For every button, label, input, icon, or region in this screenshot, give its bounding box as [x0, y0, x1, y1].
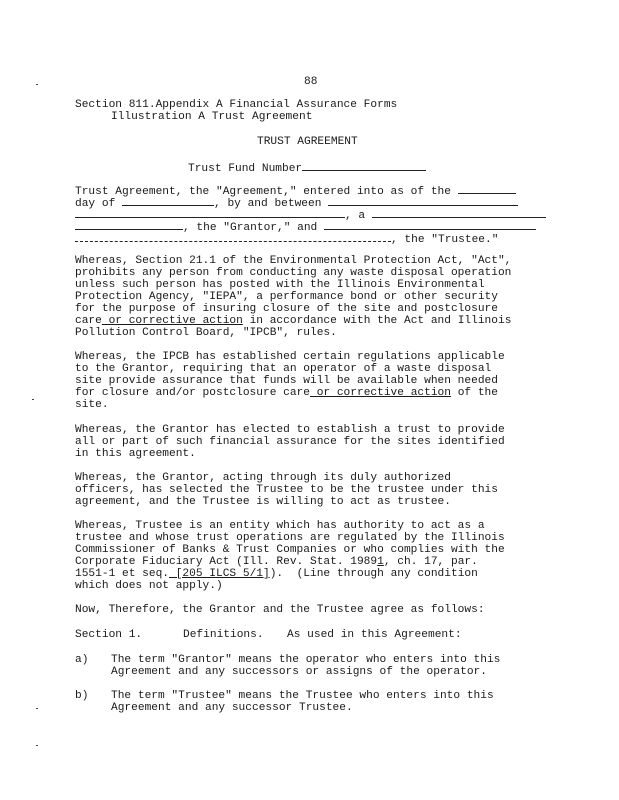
item-b-marker: b) — [75, 690, 89, 702]
paragraph-3-line: all or part of such financial assurance for the sites identified — [75, 436, 505, 448]
scan-speck — [36, 708, 38, 709]
intro-text-2b: , by and between — [214, 198, 322, 210]
paragraph-1-line: Pollution Control Board, "IPCB", rules. — [75, 327, 337, 339]
paragraph-1-line: unless such person has posted with the Illinois Environmental — [75, 279, 485, 291]
trust-fund-number-blank — [302, 160, 426, 171]
paragraph-1-line: for the purpose of insuring closure of the site and postclosure — [75, 303, 498, 315]
item-b-line: Agreement and any successor Trustee. — [111, 702, 353, 714]
paragraph-1-line: Whereas, Section 21.1 of the Environmental Protection Act, "Act", — [75, 255, 512, 267]
text-run: care — [75, 315, 102, 327]
paragraph-4-line: agreement, and the Trustee is willing to act as trustee. — [75, 496, 451, 508]
inserted-text: [205 ILCS 5/1] — [169, 568, 270, 580]
now-therefore-line: Now, Therefore, the Grantor and the Trustee agree as follows: — [75, 604, 485, 616]
paragraph-2-line: to the Grantor, requiring that an operator of a waste disposal — [75, 363, 492, 375]
paragraph-4-line: Whereas, the Grantor, acting through its duly authorized — [75, 472, 451, 484]
scan-speck — [36, 745, 38, 746]
scan-speck — [36, 84, 38, 85]
text-run: ). (Line through any condition — [269, 568, 478, 580]
page-number: 88 — [304, 76, 318, 88]
day-blank — [122, 195, 214, 206]
grantor-blank — [75, 219, 183, 230]
paragraph-5-line: Commissioner of Banks & Trust Companies or who complies with the — [75, 544, 505, 556]
item-a-marker: a) — [75, 654, 89, 666]
paragraph-3-line: Whereas, the Grantor has elected to establish a trust to provide — [75, 424, 505, 436]
item-a-line: Agreement and any successors or assigns of the operator. — [111, 666, 487, 678]
scan-speck — [32, 399, 34, 400]
section-1-text: As used in this Agreement: — [287, 629, 462, 641]
party-blank-2 — [75, 207, 345, 218]
party-blank-3 — [372, 207, 546, 218]
party-blank-1 — [328, 195, 518, 206]
item-b-line: The term "Trustee" means the Trustee who enters into this — [111, 690, 494, 702]
trustee-blank-1 — [324, 219, 536, 230]
section-1-label: Section 1. — [75, 629, 143, 641]
intro-text-1: Trust Agreement, the "Agreement," entered into as of the — [75, 186, 451, 198]
text-run: for closure and/or postclosure care — [75, 387, 310, 399]
paragraph-1-line: prohibits any person from conducting any waste disposal operation — [75, 267, 512, 279]
paragraph-1-line: Protection Agency, "IEPA", a performance bond or other security — [75, 291, 498, 303]
paragraph-4-line: officers, has selected the Trustee to be the trustee under this — [75, 484, 498, 496]
text-run: in accordance with the Act and Illinois — [242, 315, 512, 327]
paragraph-2-line — [75, 387, 498, 400]
trustee-blank-2 — [75, 231, 391, 242]
paragraph-2-line: Whereas, the IPCB has established certain regulations applicable — [75, 351, 505, 363]
item-a-line: The term "Grantor" means the operator who enters into this — [111, 654, 501, 666]
paragraph-2-line: site provide assurance that funds will be available when needed — [75, 375, 498, 387]
text-run: , ch. 17, par. — [383, 556, 478, 568]
paragraph-5-line: which does not apply.) — [75, 580, 223, 592]
intro-text-4: , the "Grantor," and — [183, 222, 318, 234]
paragraph-2-line: site. — [75, 399, 109, 411]
text-run: Corporate Fiduciary Act (Ill. Rev. Stat. 1989 — [75, 556, 378, 568]
illustration-heading: Illustration A Trust Agreement — [111, 111, 313, 123]
intro-text-5: , the "Trustee." — [391, 234, 499, 246]
text-run: 1551-1 et seq. — [75, 568, 169, 580]
intro-line-5 — [75, 231, 498, 247]
inserted-text: 1 — [377, 556, 384, 568]
paragraph-3-line: in this agreement. — [75, 448, 196, 460]
inserted-text: or corrective action — [101, 315, 243, 327]
paragraph-5-line: trustee and whose trust operations are regulated by the Illinois — [75, 532, 505, 544]
paragraph-5-line: Whereas, Trustee is an entity which has authority to act as a — [75, 520, 485, 532]
section-1-title: Definitions. — [183, 629, 264, 641]
trust-fund-number-label: Trust Fund Number — [188, 163, 303, 175]
text-run: of the — [450, 387, 498, 399]
document-title: TRUST AGREEMENT — [257, 136, 358, 148]
intro-text-3: , a — [345, 210, 366, 222]
section-heading: Section 811.Appendix A Financial Assurance Forms — [75, 99, 398, 111]
date-blank — [458, 183, 516, 194]
inserted-text: or corrective action — [309, 387, 451, 399]
trust-fund-number-line — [188, 160, 426, 176]
intro-text-2a: day of — [75, 198, 116, 210]
